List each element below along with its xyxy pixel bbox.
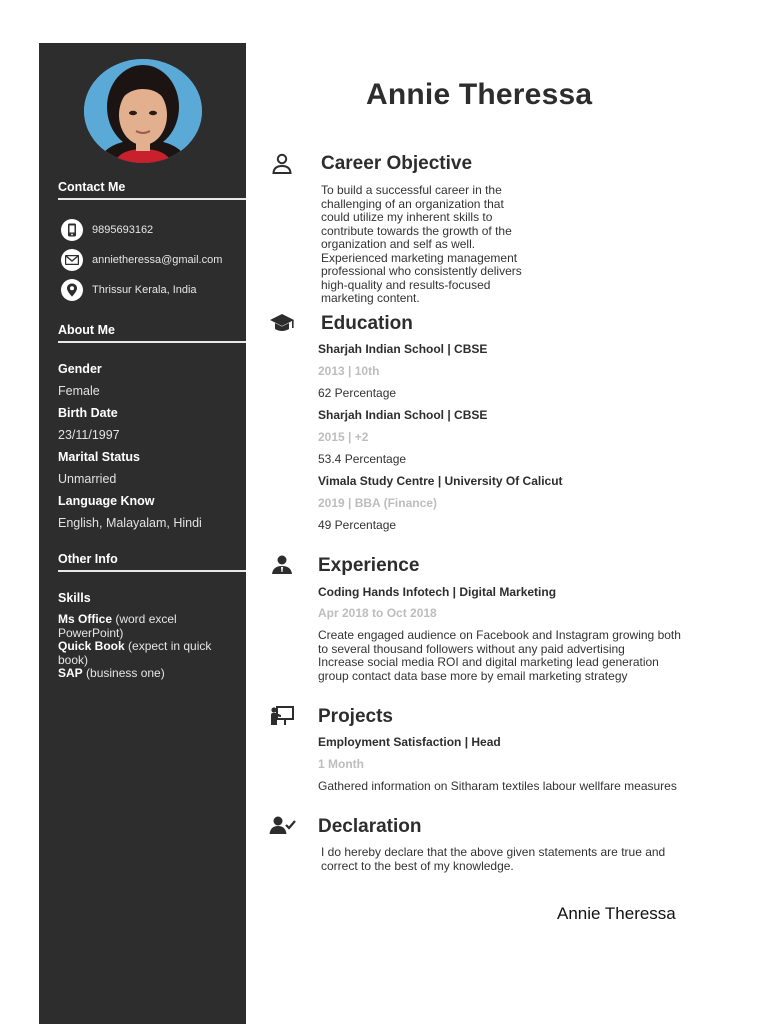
phone-icon	[61, 219, 83, 241]
contact-location	[61, 279, 197, 301]
experience-title: Experience	[318, 555, 420, 576]
skill-item	[58, 640, 236, 667]
contact-heading: Contact Me	[58, 180, 126, 194]
education-date: 2015 | +2	[318, 430, 369, 444]
about-heading: About Me	[58, 323, 115, 337]
skill-name: Quick Book	[58, 639, 125, 653]
career-objective-text: To build a successful career in the challenging of an organization that could utilize my inherent skills to contribute towards the growth of the organization and self as well. Experienced marketing management professional who consistently delivers high-quality and results-focused marketing content.	[321, 183, 522, 305]
education-date: 2019 | BBA (Finance)	[318, 496, 437, 510]
person-icon	[270, 554, 296, 578]
email-text[interactable]: annietheressa@gmail.com	[92, 254, 223, 266]
skill-detail: (word excel PowerPoint)	[58, 612, 177, 640]
signature: Annie Theressa	[557, 904, 676, 923]
marital-status-value: Unmarried	[58, 472, 117, 486]
marital-status-label: Marital Status	[58, 450, 140, 464]
birth-date-value: 23/11/1997	[58, 428, 120, 442]
gender-value: Female	[58, 384, 100, 398]
graduation-cap-icon	[269, 311, 295, 335]
project-date: 1 Month	[318, 757, 364, 771]
mail-icon	[61, 249, 83, 271]
presentation-icon	[269, 705, 295, 729]
user-check-icon	[269, 815, 295, 839]
location-icon	[61, 279, 83, 301]
contact-divider	[58, 198, 246, 200]
contact-phone	[61, 219, 153, 241]
experience-date: Apr 2018 to Oct 2018	[318, 606, 437, 620]
skills-list	[58, 613, 236, 681]
language-label: Language Know	[58, 494, 155, 508]
experience-text: Create engaged audience on Facebook and Instagram growing both to several thousand followers without any paid advertising Increase social media ROI and digital marketing lead generation group contact data base more by email marketing strategy	[318, 628, 681, 683]
skill-item	[58, 613, 236, 640]
education-result: 62 Percentage	[318, 386, 397, 400]
contact-email	[61, 249, 222, 271]
education-title: Education	[321, 313, 413, 334]
skill-detail: (business one)	[82, 666, 165, 680]
career-objective-title: Career Objective	[321, 153, 473, 174]
skill-detail: (expect in quick book)	[58, 639, 212, 667]
profile-photo	[84, 59, 202, 163]
phone-text: 9895693162	[92, 224, 154, 236]
experience-company: Coding Hands Infotech | Digital Marketing	[318, 585, 557, 599]
skills-label: Skills	[58, 591, 91, 605]
resume-name: Annie Theressa	[366, 78, 593, 111]
skill-name: Ms Office	[58, 612, 113, 626]
other-info-heading: Other Info	[58, 552, 118, 566]
project-name: Employment Satisfaction | Head	[318, 735, 501, 749]
gender-label: Gender	[58, 362, 102, 376]
declaration-text: I do hereby declare that the above given statements are true and correct to the best of my knowledge.	[321, 845, 666, 873]
other-info-divider	[58, 570, 246, 572]
education-result: 53.4 Percentage	[318, 452, 407, 466]
education-school: Sharjah Indian School | CBSE	[318, 408, 488, 422]
skill-item	[58, 667, 236, 681]
location-text: Thrissur Kerala, India	[92, 284, 197, 296]
user-icon	[270, 152, 296, 176]
projects-title: Projects	[318, 706, 393, 727]
education-school: Vimala Study Centre | University Of Calicut	[318, 474, 563, 488]
about-divider	[58, 341, 246, 343]
education-school: Sharjah Indian School | CBSE	[318, 342, 488, 356]
sidebar	[39, 43, 246, 1024]
skill-name: SAP	[58, 666, 83, 680]
declaration-title: Declaration	[318, 816, 422, 837]
education-result: 49 Percentage	[318, 518, 397, 532]
birth-date-label: Birth Date	[58, 406, 118, 420]
education-date: 2013 | 10th	[318, 364, 380, 378]
language-value: English, Malayalam, Hindi	[58, 516, 202, 530]
project-text: Gathered information on Sitharam textiles labour wellfare measures	[318, 779, 677, 793]
